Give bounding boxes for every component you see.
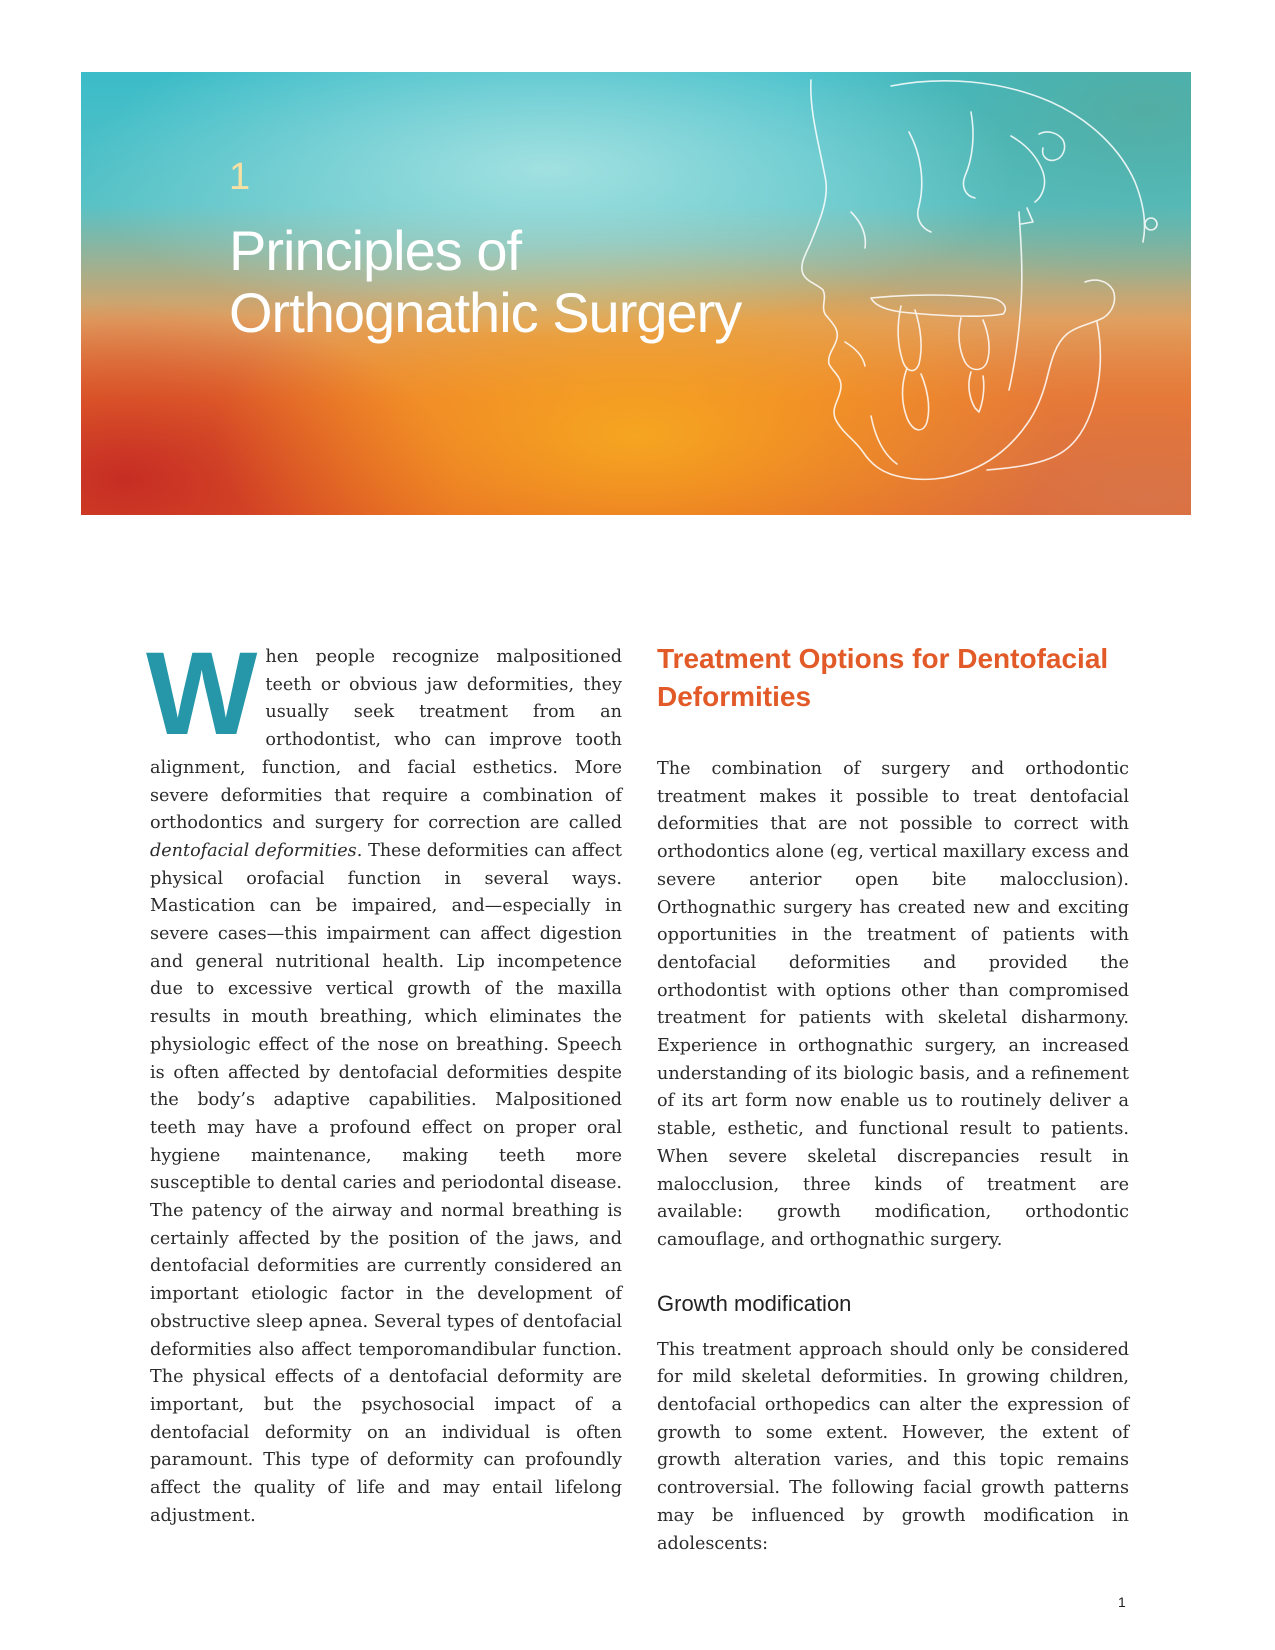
page-number: 1 [1118, 1594, 1126, 1610]
cephalometric-skull-illustration [751, 72, 1191, 515]
chapter-banner [81, 72, 1191, 515]
section-paragraph: The combination of surgery and orthodontic treatment makes it possible to treat dentofacial deformities that are not possible to correct with orthodontics alone (eg, vertical maxillary excess and severe anterior open bite malocclusion). Orthognathic surgery has created new and exciting opportunities in the treatment of patients with dentofacial deformities and provided the orthodontist with options other than compromised treatment for patients with skeletal disharmony. Experience in orthognathic surgery, an increased understanding of its biologic basis, and a refinement of its art form now enable us to routinely deliver a stable, esthetic, and functional result to patients. When severe skeletal discrepancies result in malocclusion, three kinds of treatment are available: growth modification, orthodontic camouflage, and orthognathic surgery. [657, 759, 1129, 1250]
subsection-paragraph: This treatment approach should only be considered for mild skeletal deformities. In growing children, dentofacial orthopedics can alter the expression of growth to some extent. However, the extent of growth alteration varies, and this topic remains controversial. The following facial growth patterns may be influenced by growth modification in adolescents: [657, 1339, 1129, 1554]
chapter-number: 1 [229, 156, 251, 198]
subsection-heading: Growth modification [657, 1290, 852, 1316]
drop-cap: W [146, 628, 258, 760]
section-heading: Treatment Options for Dentofacial Deformities [657, 643, 1109, 712]
intro-text-start: hen people recognize malpositioned teeth or obvious jaw deformities, they usually seek treatment from an orthodontist, who can improve tooth alignment, function, and facial esthetics. More severe deformities that require a combination of orthodontics and surgery for correction are called [150, 647, 622, 834]
intro-text-end: . These deformities can affect physical orofacial function in several ways. Mastication can be impaired, and—especially in severe cases—this impairment can affect digestion and general nutritional health. Lip incompetence due to excessive vertical growth of the maxilla results in mouth breathing, which eliminates the physiologic effect of the nose on breathing. Speech is often affected by dentofacial deformities despite the body’s adaptive capabilities. Malpositioned teeth may have a profound effect on proper oral hygiene maintenance, making teeth more susceptible to dental caries and periodontal disease. The patency of the airway and normal breathing is certainly affected by the position of the jaws, and dentofacial deformities are currently considered an important etiologic factor in the development of obstructive sleep apnea. Several types of dentofacial deformities also affect temporomandibular function. The physical effects of a dentofacial deformity are important, but the psychosocial impact of a dentofacial deformity on an individual is often paramount. This type of deformity can profoundly affect the quality of life and may entail lifelong adjustment. [150, 840, 622, 1526]
chapter-title-line-2: Orthognathic Surgery [229, 281, 742, 344]
chapter-title [229, 220, 741, 344]
right-column [657, 640, 1129, 1558]
intro-paragraph [146, 628, 622, 1531]
chapter-title-line-1: Principles of [229, 219, 522, 282]
intro-text-italic-term: dentofacial deformities [150, 840, 357, 861]
